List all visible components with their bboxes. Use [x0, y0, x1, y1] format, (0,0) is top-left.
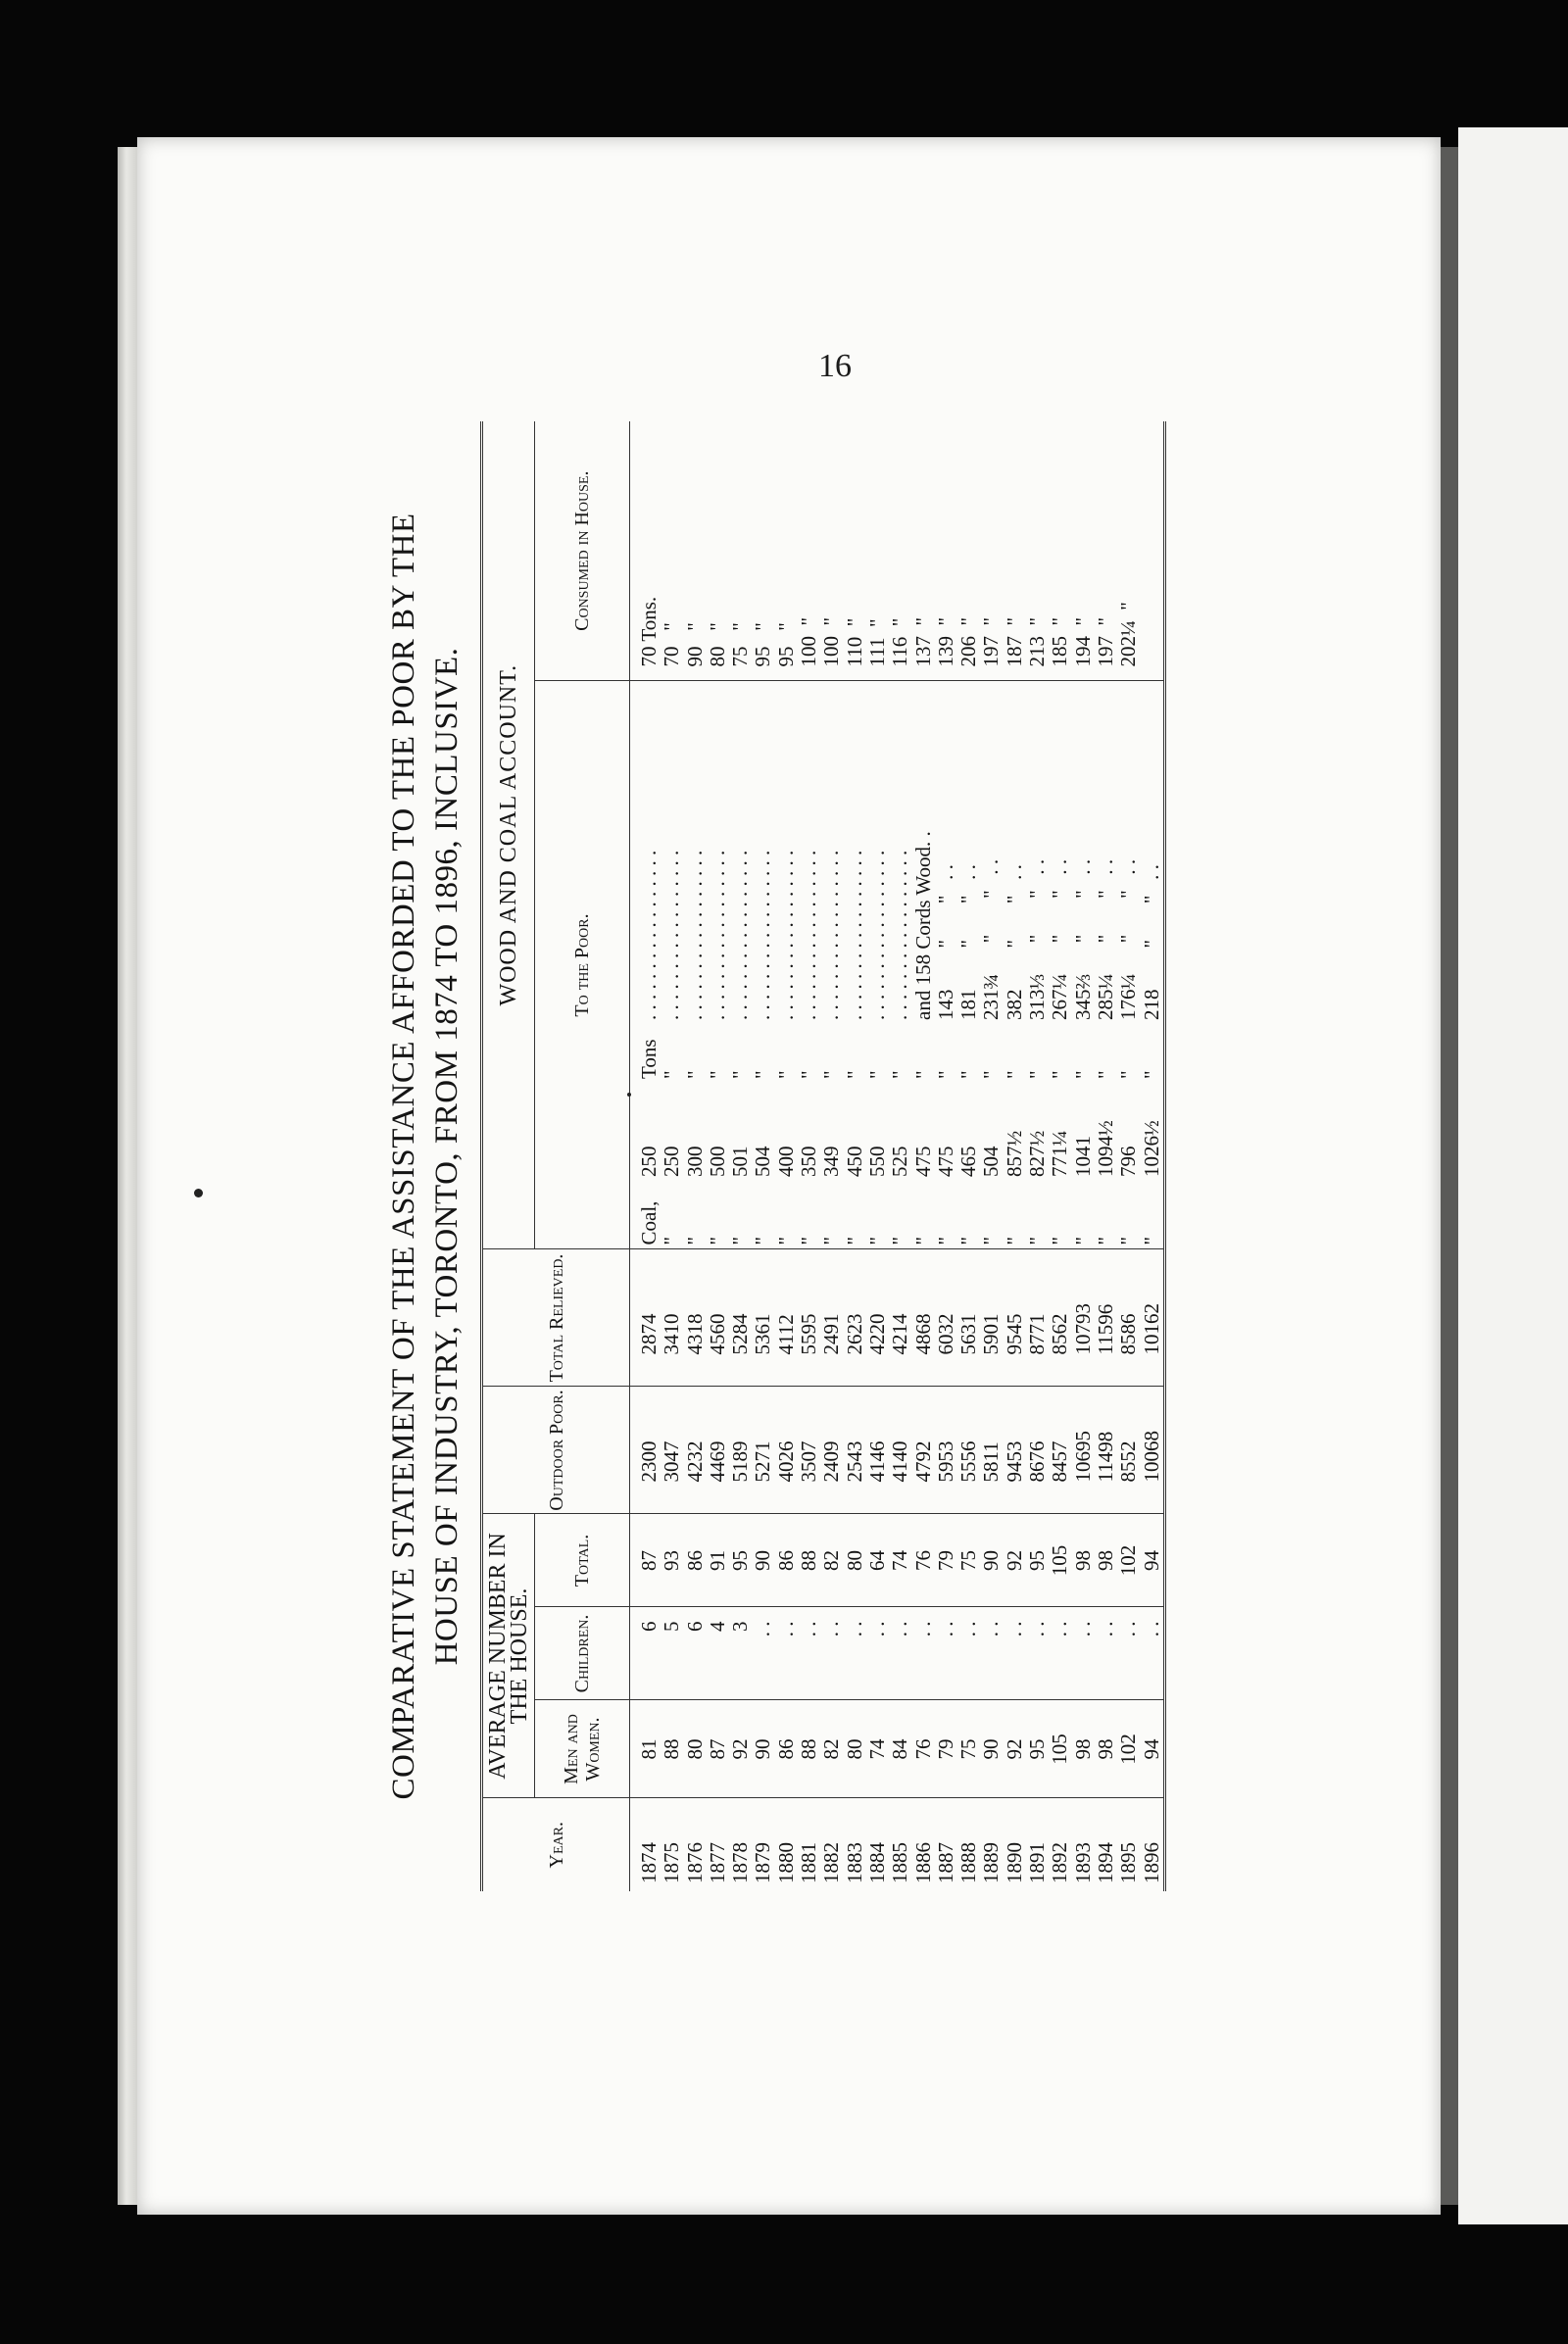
header-total-relieved: Total Relieved. — [482, 1249, 630, 1387]
header-outdoor-poor: Outdoor Poor. — [482, 1387, 630, 1514]
header-men-and-women: Men and Women. — [535, 1700, 630, 1798]
page-number: 16 — [818, 348, 852, 384]
men-women-column — [630, 1700, 1165, 1798]
consumed-values: 70 Tons. 70 " 90 " 80 " 75 " 95 " 95 " 100 " 100 " 110 " 111 " 116 " 137 " 139 " 206 " 197 " 187 " 213 " 185 " 194 " 197 " 202¼ " — [637, 596, 1141, 667]
facing-page — [1458, 127, 1568, 2224]
header-children: Children. — [535, 1607, 630, 1700]
children-values: 6 5 6 4 3 . . . . . . . . . . . . . . . . . . . . . . . . . . . . . . . . . . . . — [637, 1621, 1163, 1637]
table-row — [630, 421, 1165, 1891]
header-consumed-in-house: Consumed in House. — [535, 421, 630, 681]
header-average-number: AVERAGE NUMBER IN THE HOUSE. — [482, 1514, 535, 1798]
children-column — [630, 1607, 1165, 1700]
wood-column — [630, 681, 1165, 1024]
ink-speck — [627, 1093, 631, 1097]
coal-tons-column — [630, 1083, 1165, 1181]
ink-speck — [194, 1189, 203, 1197]
year-column — [630, 1798, 1165, 1891]
binding-shadow — [1441, 147, 1458, 2205]
table-title — [382, 421, 480, 1891]
header-year: Year. — [482, 1798, 630, 1891]
total-relieved-column — [630, 1249, 1165, 1387]
header-total: Total. — [535, 1514, 630, 1607]
outdoor-values: 2300 3047 4232 4469 5189 5271 4026 3507 2409 2543 4146 4140 4792 5953 5556 5811 9453 8676 8457 10695 11498 8552 10068 — [637, 1430, 1163, 1483]
page-edge — [118, 147, 139, 2205]
coal-tons-values: 250 250 300 500 501 504 400 350 349 450 550 525 475 475 465 504 857½ 827½ 771¼ 1041 1094½ 796 1026½ — [637, 1120, 1163, 1177]
coal-label-values: Coal, " " " " " " " " " " " " " " " " " " " " " " — [637, 1200, 1163, 1245]
men-women-values: 81 88 80 87 92 90 86 88 82 80 74 84 76 79 75 90 92 95 105 98 98 102 94 — [637, 1734, 1163, 1765]
total-values: 87 93 86 91 95 90 86 88 82 80 64 74 76 79 75 90 92 95 105 98 98 102 94 — [637, 1544, 1163, 1577]
statement-table — [480, 421, 1166, 1891]
header-wood-and-coal: WOOD AND COAL ACCOUNT. — [482, 421, 535, 1249]
rotated-table-block — [382, 421, 1245, 1891]
coal-label-column — [630, 1181, 1165, 1249]
title-line-1: COMPARATIVE STATEMENT OF THE ASSISTANCE AFFORDED TO THE POOR BY THE — [386, 513, 421, 1800]
year-values: 1874 1875 1876 1877 1878 1879 1880 1881 1882 1883 1884 1885 1886 1887 1888 1889 1890 1891 1892 1893 1894 1895 1896 — [637, 1842, 1163, 1883]
consumed-column — [630, 421, 1165, 681]
total-relieved-values: 2874 3410 4318 4560 5284 5361 4112 5595 2491 2623 4220 4214 4868 6032 5631 5901 9545 8771 8562 10793 11596 8586 10162 — [637, 1302, 1163, 1355]
total-column — [630, 1514, 1165, 1607]
outdoor-poor-column — [630, 1387, 1165, 1514]
title-line-2: HOUSE OF INDUSTRY, TORONTO, FROM 1874 TO 1896, INCLUSIVE. — [429, 647, 465, 1666]
wood-values: . . . . . . . . . . . . . . . . . . . . . . . . . . . . . . . . . . . . . . . . . . . . . . . . . . . . . . . . . . . . . . . . . . . . . . . . . . . . . . . . . . . . . . . . . . . . . . . . . . . . . . . . . . . . . . . . . . . . . . . . . . . . . . . . . . . . . . . . . . . . . . . . . . . . . . . . . . . . . . . . . . . . . . . . . . . . . . . . . . . . . . . . . . . . . . . . . . . . . . . . . . . . and 158 Cords Wood. . 143 " " . . 181 " " . . 231¾ " " . . 382 " " . . 313⅓ " " . . 267¼ " " . . 345⅔ " " . . 285¼ " " . . 176¼ " " . . 218 " " . . — [637, 831, 1163, 1020]
tons-label-column — [630, 1024, 1165, 1083]
header-to-the-poor: To the Poor. — [535, 681, 630, 1249]
tons-label-values: Tons " " " " " " " " " " " " " " " " " " " " " " — [637, 1039, 1163, 1079]
